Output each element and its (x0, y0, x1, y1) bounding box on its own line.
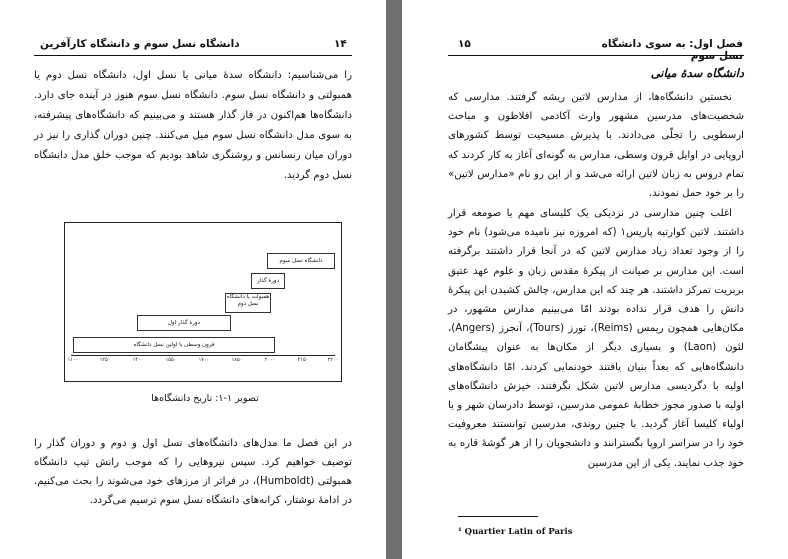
right-page (402, 0, 788, 559)
timeline-bar: همبولت یا دانشگاه نسل دوم (225, 293, 271, 313)
paragraph (448, 204, 744, 473)
tick-label: ۱۱۰۰ (67, 357, 79, 363)
paragraph-text: اغلب چنین مدارسی در نزدیکی یک کلیسای مهم یا صومعه قرار داشتند. لاتین کوارتیه پاریس۱ (که امروزه نیز نامیده می‌شود) نام خود را از وجود تعداد زیاد مدارس لاتین که در آنجا قرار داشتند برگرفته است. این مدارس بر صیانت از پیکرهٔ مقدس زبان و علوم عهد عتیق بربریت تمرکز داشتند. هر چند که این مدارس، چالش کشیدن این پیکرهٔ دانش را هدف قرار نداده بودند امّا می‌بینیم مدارس مشهور، در مکان‌هایی همچون ریمس (Reims)، تورز (Tours)، آنجرز (Angers)، لئون (Laon) و بسیاری دیگر از مکان‌ها به عنوان پیشگامان دانشگاه‌هایی که بعداً بنیان یافتند خودنمایی کردند. امّا دانشگاه‌های اولیه با دگردیسی مدارس لاتین شکل نگرفتند. خیزش دانشگاه‌های اولیه با صدور مجوز خطابهٔ عمومی مدرسین، توسط دادرسان شهر و یا اولیاء کلیسا آغاز گردید. با چنین روندی، مدرسین توانستند معروفیت خود را در سراسر اروپا بگسترانند و دانشجویان را از هر گوشهٔ قاره به خود جذب نمایند. یکی از این مدرسین (448, 208, 745, 469)
timeline-bar: قرون وسطی یا اولین نسل دانشگاه (73, 337, 275, 353)
paragraph-text: را می‌شناسیم: دانشگاه سدهٔ میانی یا نسل اول، دانشگاه نسل دوم یا همبولتی و دانشگاه نسل سوم. دانشگاه نسل سوم هنوز در آینده جای دارد. دانشگاه‌ها هم‌اکنون در فاز گذار هستند و می‌بینیم که دانشگاه‌های پیشرفته، به سوی مدل دانشگاه نسل سوم میل می‌کنند. چنین دوران گذاری را نیز در دوران میان رنسانس و روشنگری شاهد بودیم که موجب خلق مدل دانشگاه نسل دوم گردید. (34, 70, 352, 181)
tick-label: ۱۲۵۰ (99, 357, 111, 363)
book-gutter (386, 0, 402, 559)
paragraph (448, 88, 744, 203)
header-rule (34, 55, 352, 56)
timeline-bar: دانشگاه نسل سوم (267, 253, 335, 269)
paragraph (34, 66, 352, 186)
running-header: دانشگاه نسل سوم و دانشگاه کارآفرین (40, 38, 240, 50)
tick-label: ۲۲۰۰ (327, 357, 339, 363)
timeline-bar: دورهٔ گذار اول (137, 315, 231, 331)
section-title: دانشگاه سدهٔ میانی (650, 66, 744, 80)
tick-label: ۱۵۵۰ (165, 357, 177, 363)
tick-label: ۲۱۵۰ (297, 357, 309, 363)
timeline-bar: دورهٔ گذار (251, 273, 285, 289)
paragraph-text: در این فصل ما مدل‌های دانشگاه‌های نسل اول و دوم و دوران گذار را توصیف خواهیم کرد. سپس نیروهایی را که موجب رانش تیپ دانشگاه همبولتی (Humboldt)، در فراتر از مرزهای خود می‌شوند را بحث می‌کنیم. در ادامهٔ نوشتار، کرانه‌های دانشگاه نسل سوم ترسیم می‌گردد. (34, 438, 353, 506)
tick-label: ۱۷۰۰ (198, 357, 210, 363)
tick-label: ۱۴۰۰ (132, 357, 144, 363)
figure-caption: تصویر ۱-۱: تاریخ دانشگاه‌ها (151, 393, 259, 404)
tick-label: ۲۰۰۰ (264, 357, 276, 363)
paragraph (34, 434, 352, 510)
footnote: ¹ Quartier Latin of Paris (458, 527, 573, 537)
left-page (0, 0, 386, 559)
timeline-figure (64, 222, 342, 382)
timeline-axis (71, 355, 335, 356)
page-number: ۱۵ (458, 38, 471, 50)
running-header: فصل اول: به سوی دانشگاه نسل سوم (601, 38, 743, 62)
tick-label: ۱۸۵۰ (231, 357, 243, 363)
paragraph-text: نخستین دانشگاه‌ها، از مدارس لاتین ریشه گرفتند. مدارسی که شخصیت‌های مدرسین مشهور وارث آکادمی افلاطون و مباحث ارسطویی را تجلّی می‌دادند. با پذیرش مسیحیت توسط کشورهای اروپایی در اوایل قرون وسطی، مدارس به گونه‌ای آغاز به کار کردند که تمام دروس به زبان لاتین ارائه می‌شد و از این رو نام «مدارس لاتین» را بر خود حمل نمودند. (448, 92, 744, 200)
header-rule (448, 55, 744, 56)
page-number: ۱۴ (334, 38, 347, 50)
footnote-rule (458, 516, 538, 517)
